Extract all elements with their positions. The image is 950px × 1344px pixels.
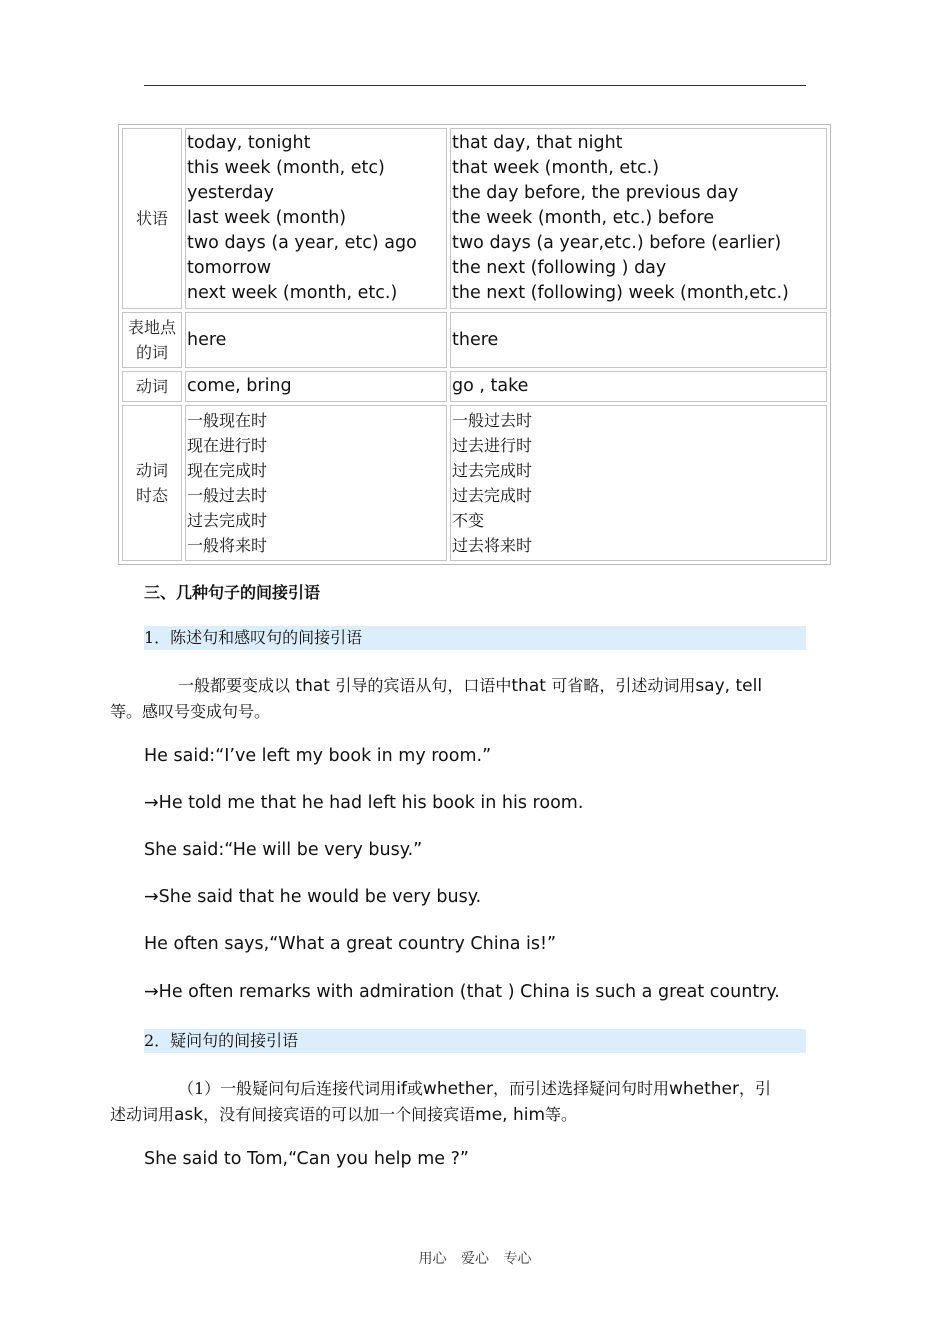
example-sentence: He said:“I’ve left my book in my room.” xyxy=(144,746,492,766)
direct-cell: today, tonight this week (month, etc) yesterday last week (month) two days (a year, etc) ago tomorrow next week (month, etc.) xyxy=(185,128,447,309)
subsection-heading: 1．陈述句和感叹句的间接引语 xyxy=(144,626,806,650)
example-sentence: She said:“He will be very busy.” xyxy=(144,840,423,860)
direct-cell: here xyxy=(185,312,447,368)
reported-speech-table xyxy=(118,124,831,565)
header-rule xyxy=(144,85,806,86)
category-cell: 动词 xyxy=(122,371,182,402)
example-sentence: He often says,“What a great country China is!” xyxy=(144,934,557,954)
example-sentence: She said to Tom,“Can you help me ?” xyxy=(144,1149,469,1169)
subsection-heading: 2．疑问句的间接引语 xyxy=(144,1029,806,1053)
indirect-cell: that day, that night that week (month, etc.) the day before, the previous day the week (month, etc.) before two days (a year,etc.) before (earlier) the next (following ) day the next (following) week (month,etc.) xyxy=(450,128,827,309)
paragraph: 一般都要变成以 that 引导的宾语从句，口语中that 可省略，引述动词用say, tell 等。感叹号变成句号。 xyxy=(110,676,763,721)
section-heading: 三、几种句子的间接引语 xyxy=(144,583,321,602)
example-sentence: →He often remarks with admiration (that ) China is such a great country. xyxy=(144,982,780,1002)
category-cell: 动词 时态 xyxy=(122,405,182,561)
category-cell: 状语 xyxy=(122,128,182,309)
paragraph: （1）一般疑问句后连接代词用if或whether，而引述选择疑问句时用whether，引 述动词用ask，没有间接宾语的可以加一个间接宾语me, him等。 xyxy=(110,1079,772,1125)
indirect-cell: there xyxy=(450,312,827,368)
table-row xyxy=(122,128,827,309)
table-row xyxy=(122,371,827,402)
indirect-cell: 一般过去时 过去进行时 过去完成时 过去完成时 不变 过去将来时 xyxy=(450,405,827,561)
table-row xyxy=(122,405,827,561)
example-sentence: →She said that he would be very busy. xyxy=(144,887,482,907)
direct-cell: come, bring xyxy=(185,371,447,402)
page-footer: 用心 爱心 专心 xyxy=(418,1251,532,1267)
table-row xyxy=(122,312,827,368)
category-cell: 表地点 的词 xyxy=(122,312,182,368)
direct-cell: 一般现在时 现在进行时 现在完成时 一般过去时 过去完成时 一般将来时 xyxy=(185,405,447,561)
example-sentence: →He told me that he had left his book in his room. xyxy=(144,793,584,813)
indirect-cell: go , take xyxy=(450,371,827,402)
